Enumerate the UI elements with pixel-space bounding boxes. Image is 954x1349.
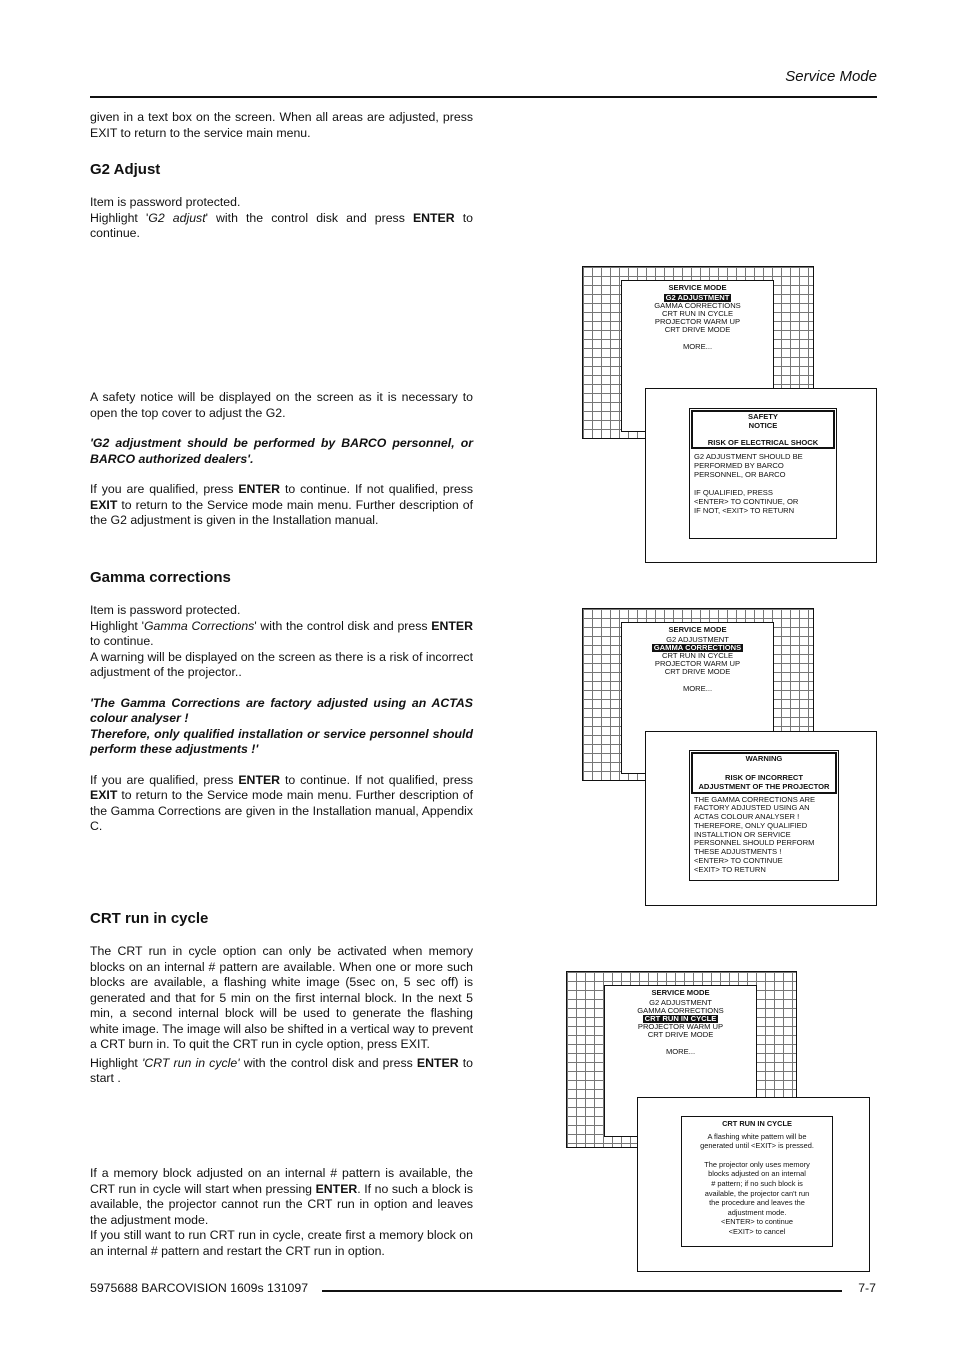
menu-item-g2-selected[interactable]: G2 ADJUSTMENT bbox=[665, 293, 730, 302]
menu-item-gamma[interactable]: GAMMA CORRECTIONS bbox=[637, 1006, 724, 1015]
crt-popup bbox=[637, 1097, 870, 1272]
footer-doc-id: 5975688 BARCOVISION 1609s 131097 bbox=[90, 1281, 309, 1295]
gamma-p3: A warning will be displayed on the screen as there is a risk of incorrect adjustment of the projector.. bbox=[90, 649, 473, 679]
menu-item-drive[interactable]: CRT DRIVE MODE bbox=[664, 325, 731, 334]
menu-item-more[interactable]: MORE... bbox=[665, 1047, 696, 1056]
g2-p1: Item is password protected. bbox=[90, 195, 241, 209]
menu-title: SERVICE MODE bbox=[651, 988, 710, 997]
gamma-p4a: 'The Gamma Corrections are factory adjusted using an ACTAS colour analyser ! bbox=[90, 695, 473, 725]
menu-item-warmup[interactable]: PROJECTOR WARM UP bbox=[654, 317, 741, 326]
page-header-title: Service Mode bbox=[785, 68, 877, 85]
crt-p1: The CRT run in cycle option can only be activated when memory blocks on an internal # pattern are available. When one or more such blocks are available, a flashing white image (5sec on, 5 sec off) is generated and that for 5 min on the first internal block. In the next 5 min, a second internal block will be used to generate the flashing white image. The image will also be shifted in a vertical way to prevent a CRT burn in. To quit the CRT run in cycle option, press EXIT. bbox=[90, 944, 473, 1051]
menu-item-crt-selected[interactable]: CRT RUN IN CYCLE bbox=[644, 1014, 717, 1023]
g2-intro bbox=[90, 195, 473, 242]
gamma-body bbox=[90, 603, 473, 835]
gamma-heading: Gamma corrections bbox=[90, 569, 231, 586]
intro-paragraph bbox=[90, 110, 473, 141]
menu-item-crt[interactable]: CRT RUN IN CYCLE bbox=[661, 309, 734, 318]
menu-item-g2[interactable]: G2 ADJUSTMENT bbox=[666, 635, 729, 644]
crt-p3: If a memory block adjusted on an internal # pattern is available, the CRT run in cycle will start when pressing ENTER. If no such a block is available, the projector cannot run the CRT run in option and leaves the adjustment mode. bbox=[90, 1166, 474, 1227]
menu-item-warmup[interactable]: PROJECTOR WARM UP bbox=[654, 659, 741, 668]
crt-p4: If you still want to run CRT run in cycle, create first a memory block on an internal # pattern and restart the CRT run in option. bbox=[90, 1228, 473, 1258]
safety-popup bbox=[645, 388, 877, 563]
crt-heading: CRT run in cycle bbox=[90, 910, 209, 927]
intro-text: given in a text box on the screen. When all areas are adjusted, press EXIT to return to the service main menu. bbox=[90, 110, 473, 140]
menu-title: SERVICE MODE bbox=[668, 625, 727, 634]
gamma-p1: Item is password protected. bbox=[90, 603, 241, 617]
warning-box bbox=[689, 750, 839, 881]
menu-title: SERVICE MODE bbox=[668, 283, 727, 292]
safety-header: SAFETY NOTICE RISK OF ELECTRICAL SHOCK bbox=[691, 410, 835, 449]
menu-item-gamma[interactable]: GAMMA CORRECTIONS bbox=[654, 301, 741, 310]
safety-notice-box bbox=[689, 408, 837, 539]
menu-item-more[interactable]: MORE... bbox=[682, 684, 713, 693]
warning-body: THE GAMMA CORRECTIONS ARE FACTORY ADJUSTED USING AN ACTAS COLOUR ANALYSER ! THEREFORE, ONLY QUALIFIED INSTALLTION OR SERVICE PERSONNEL SHOULD PERFORM THESE ADJUSTMENTS ! <ENTER> TO CONTINUE <EXIT> TO RETURN bbox=[694, 794, 816, 874]
g2-p3: A safety notice will be displayed on the screen as it is necessary to open the top cover to adjust the G2. bbox=[90, 390, 473, 420]
menu-item-more[interactable]: MORE... bbox=[682, 342, 713, 351]
g2-p4: 'G2 adjustment should be performed by BARCO personnel, or BARCO authorized dealers'. bbox=[90, 436, 473, 466]
menu-item-warmup[interactable]: PROJECTOR WARM UP bbox=[637, 1022, 724, 1031]
menu-item-drive[interactable]: CRT DRIVE MODE bbox=[664, 667, 731, 676]
crt-popup-body: A flashing white pattern will be generated until <EXIT> is pressed. The projector only uses memory blocks adjusted on an internal # pattern; if no such block is available, the projector can't run the procedure and leaves the adjustment mode. <ENTER> to continue <EXIT> to cancel bbox=[700, 1131, 814, 1236]
g2-p5: If you are qualified, press ENTER to continue. If not qualified, press EXIT to return to the Service mode main menu. Further description of the G2 adjustment is given in the Installation manual. bbox=[90, 482, 473, 527]
warning-header: WARNING RISK OF INCORRECT ADJUSTMENT OF THE PROJECTOR bbox=[691, 752, 837, 794]
crt-popup-title: CRT RUN IN CYCLE bbox=[722, 1119, 792, 1128]
footer-rule bbox=[322, 1290, 842, 1292]
crt-details bbox=[90, 1166, 473, 1259]
g2-p2: Highlight 'G2 adjust' with the control disk and press ENTER to continue. bbox=[90, 210, 473, 240]
crt-p2: Highlight 'CRT run in cycle' with the control disk and press ENTER to start . bbox=[90, 1055, 473, 1085]
menu-item-crt[interactable]: CRT RUN IN CYCLE bbox=[661, 651, 734, 660]
crt-body bbox=[90, 944, 473, 1087]
gamma-p2: Highlight 'Gamma Corrections' with the control disk and press ENTER to continue. bbox=[90, 618, 473, 648]
gamma-p5: If you are qualified, press ENTER to continue. If not qualified, press EXIT to return to the Service mode main menu. Further description of the Gamma Corrections are given in the Installation manual, Appendix C. bbox=[90, 772, 473, 833]
g2-details bbox=[90, 390, 473, 529]
safety-body: G2 ADJUSTMENT SHOULD BE PERFORMED BY BARCO PERSONNEL, OR BARCO IF QUALIFIED, PRESS <ENTER> TO CONTINUE, OR IF NOT, <EXIT> TO RETURN bbox=[694, 452, 803, 515]
menu-item-g2[interactable]: G2 ADJUSTMENT bbox=[649, 998, 712, 1007]
crt-box bbox=[681, 1116, 833, 1247]
warning-popup bbox=[645, 731, 877, 906]
footer-page-number: 7-7 bbox=[858, 1281, 876, 1295]
gamma-p4b: Therefore, only qualified installation or service personnel should perform these adjustments !' bbox=[90, 726, 473, 756]
g2-heading: G2 Adjust bbox=[90, 161, 161, 178]
header-rule bbox=[90, 96, 877, 98]
menu-item-drive[interactable]: CRT DRIVE MODE bbox=[647, 1030, 714, 1039]
menu-item-gamma-selected[interactable]: GAMMA CORRECTIONS bbox=[653, 643, 742, 652]
